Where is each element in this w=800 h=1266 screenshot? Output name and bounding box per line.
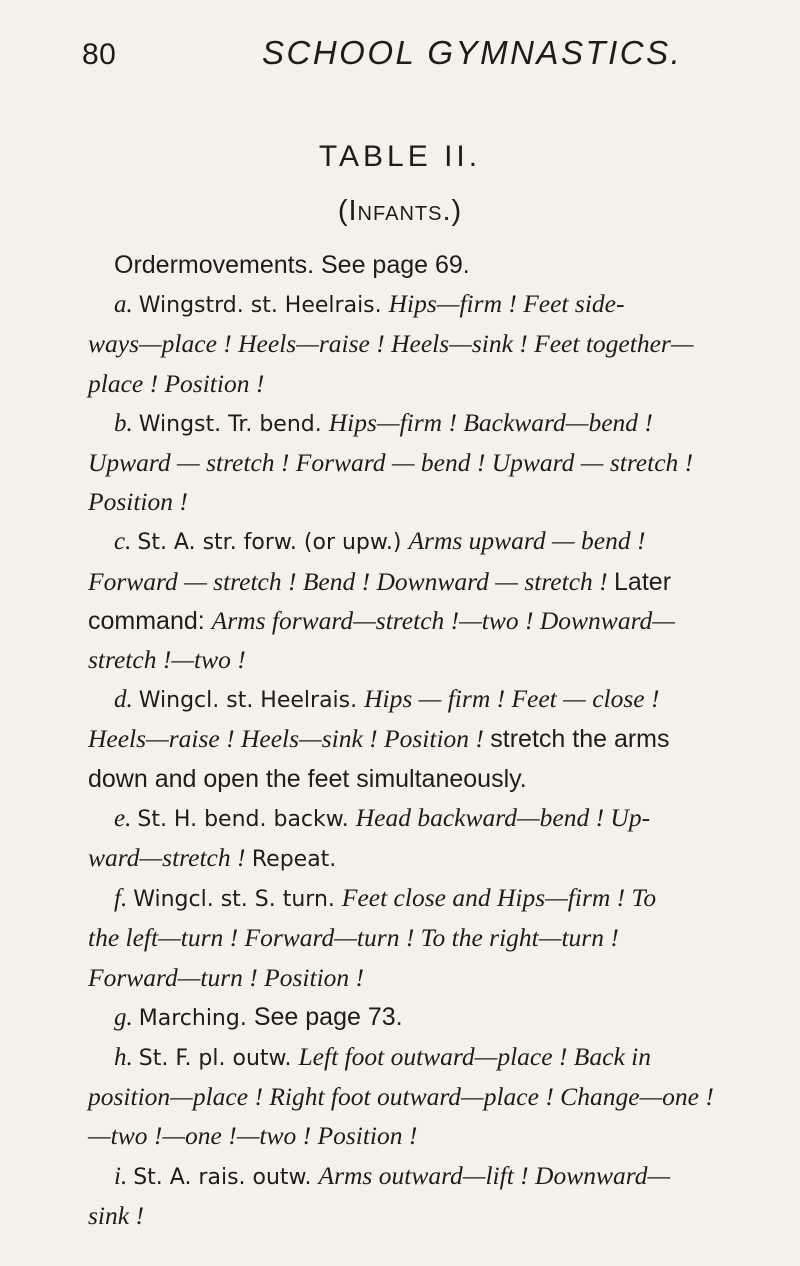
text-run: Repeat. (251, 847, 337, 873)
text-run: Wingstrd. st. Heelrais. (138, 293, 389, 319)
text-line (114, 285, 774, 325)
text-line (88, 444, 774, 483)
text-run: Heels—raise ! Heels—sink ! Position ! (88, 724, 491, 754)
text-run: St. F. pl. outw. (138, 1046, 299, 1072)
text-run: Hips—firm ! Feet side- (388, 289, 625, 319)
text-run: sink ! (88, 1200, 144, 1230)
text-run: stretch the arms (490, 725, 670, 754)
text-run: Wingcl. st. Heelrais. (138, 688, 365, 714)
text-run: Arms outward—lift ! Downward— (318, 1160, 671, 1190)
text-line (88, 959, 774, 998)
running-head (82, 34, 740, 78)
text-run: place ! Position ! (88, 368, 265, 398)
text-line (88, 839, 774, 879)
text-line (114, 799, 774, 839)
text-line (88, 919, 774, 958)
text-line (88, 325, 774, 364)
text-run: the left—turn ! Forward—turn ! To the right—turn ! (88, 923, 619, 953)
text-line (88, 1078, 774, 1117)
text-line (114, 522, 774, 562)
table-title: TABLE II. (318, 140, 482, 173)
text-line (114, 998, 774, 1038)
text-line (88, 563, 774, 602)
text-line (88, 483, 774, 522)
item-letter: d. (114, 686, 133, 714)
text-run: See page 73. (253, 1002, 403, 1031)
text-line (88, 602, 774, 641)
item-letter: b. (114, 409, 133, 437)
text-run: command: (88, 606, 212, 635)
running-title: SCHOOL GYMNASTICS. (262, 34, 683, 71)
text-run: ways—place ! Heels—raise ! Heels—sink ! Feet together— (88, 329, 694, 359)
text-run: Wingst. Tr. bend. (138, 411, 329, 437)
item-letter: e. (114, 804, 132, 832)
item-letter: a. (114, 291, 133, 319)
text-run: Forward—turn ! Position ! (88, 962, 365, 992)
text-line (114, 246, 774, 285)
text-run: ward—stretch ! (88, 843, 252, 873)
item-letter: c. (114, 528, 132, 556)
text-run: Ordermovements. See page 69. (114, 251, 470, 279)
text-run: Hips—firm ! Backward—bend ! (328, 407, 653, 437)
text-run: Arms forward—stretch !—two ! Downward— (211, 605, 675, 635)
text-run: Wingcl. st. S. turn. (133, 887, 342, 913)
text-run: Marching. (138, 1005, 254, 1031)
text-run: Hips — firm ! Feet — close ! (364, 684, 660, 714)
text-line (114, 879, 774, 919)
text-line (114, 1038, 774, 1078)
item-letter: i. (114, 1162, 128, 1190)
text-run: stretch !—two ! (88, 645, 246, 675)
item-letter: g. (114, 1003, 133, 1031)
text-line (114, 1157, 774, 1197)
text-run: Later (614, 567, 672, 596)
text-run: Position ! (88, 487, 188, 517)
text-run: Forward — stretch ! Bend ! Downward — stretch ! (88, 566, 615, 596)
text-run: down and open the feet simultaneously. (88, 764, 527, 793)
text-line (114, 680, 774, 720)
text-run: St. A. str. forw. (or upw.) (137, 530, 409, 556)
text-line (88, 641, 774, 680)
text-run: position—place ! Right foot outward—place ! Change—one ! (88, 1082, 714, 1112)
item-letter: h. (114, 1044, 133, 1072)
text-run: St. H. bend. backw. (137, 806, 356, 832)
text-run: St. A. rais. outw. (133, 1164, 319, 1190)
text-line (88, 1117, 774, 1156)
text-line (88, 760, 774, 799)
text-line (88, 365, 774, 404)
text-run: Upward — stretch ! Forward — bend ! Upward — stretch ! (88, 448, 694, 478)
text-run: Arms upward — bend ! (408, 526, 646, 556)
page-number: 80 (82, 38, 117, 71)
text-run: —two !—one !—two ! Position ! (88, 1121, 418, 1151)
exercise-list (88, 246, 774, 1236)
text-line (114, 404, 774, 444)
text-run: Left foot outward—place ! Back in (298, 1042, 651, 1072)
text-run: Feet close and Hips—firm ! To (341, 883, 657, 913)
text-line (88, 720, 774, 759)
item-letter: f. (114, 885, 128, 913)
table-subtitle: (Infants.) (337, 195, 463, 227)
text-run: Head backward—bend ! Up- (355, 802, 651, 832)
text-line (88, 1197, 774, 1236)
